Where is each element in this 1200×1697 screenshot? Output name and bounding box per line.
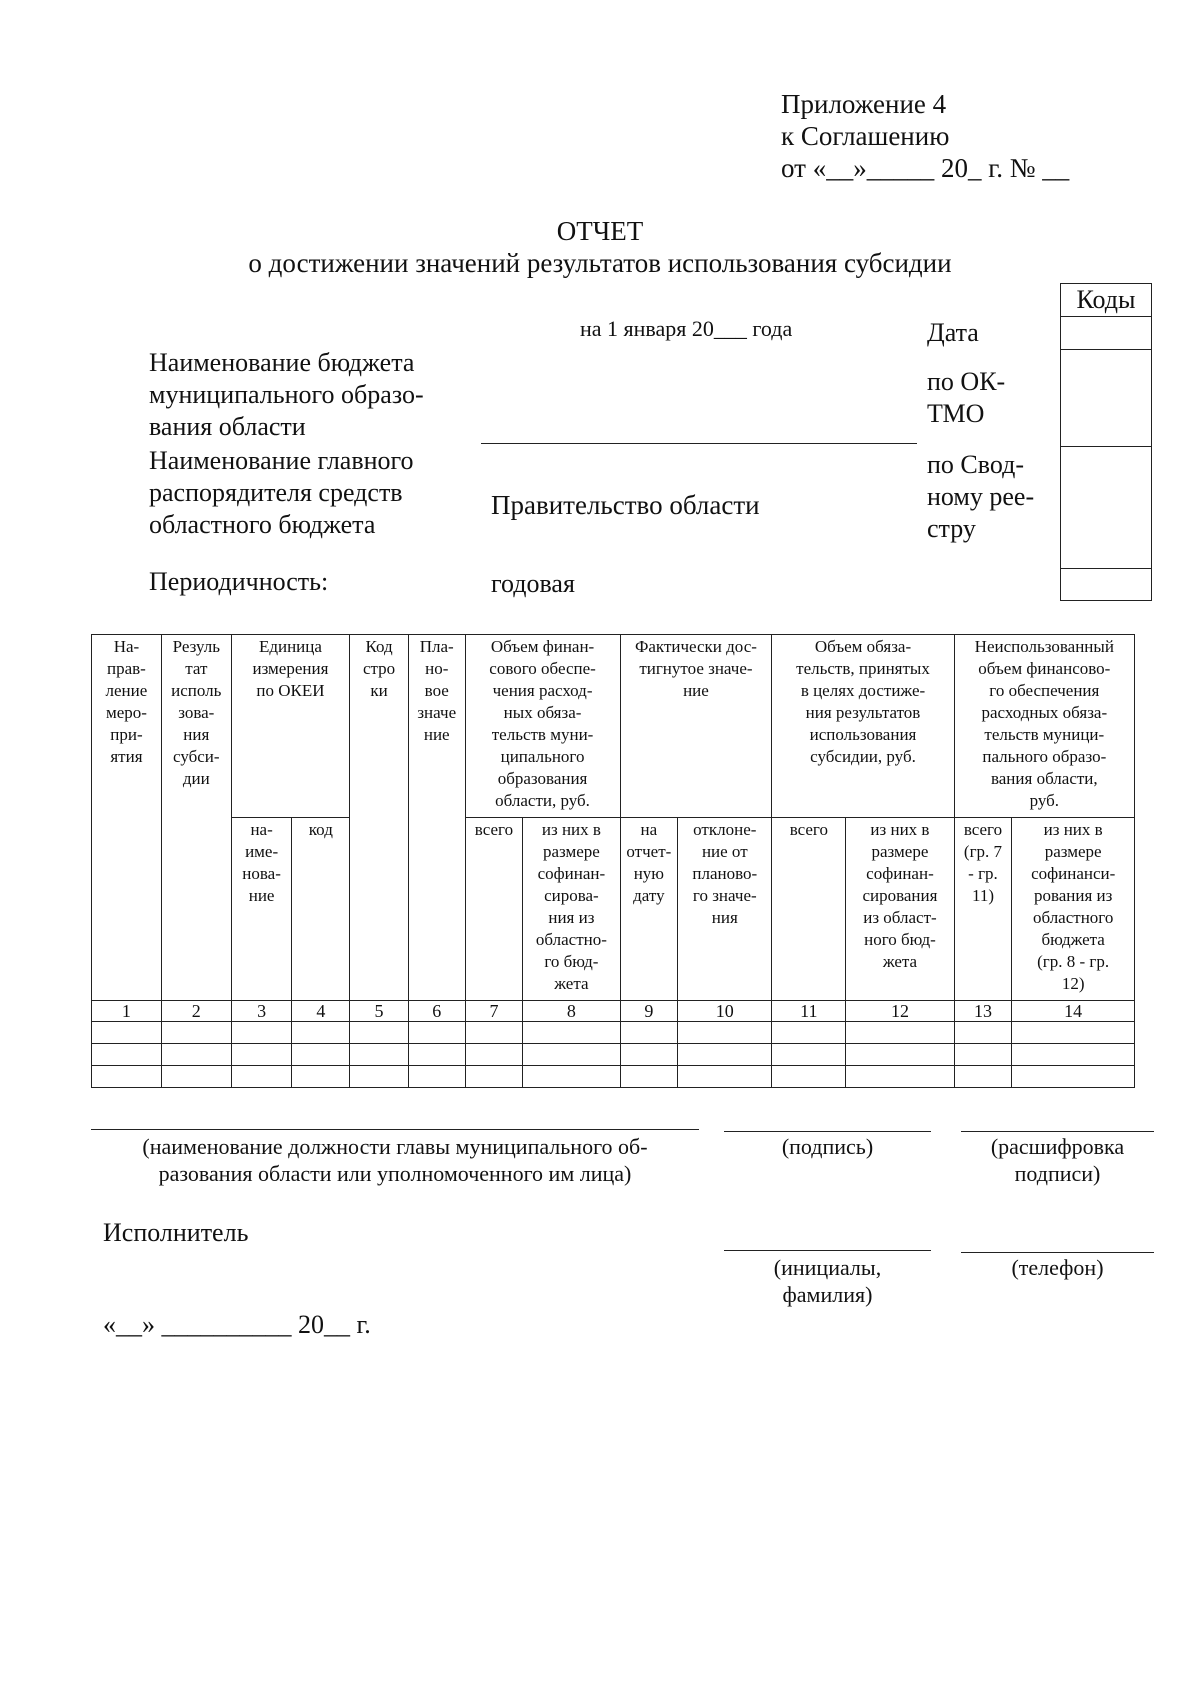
results-table [91,634,1135,1088]
annex-line: к Соглашению [781,121,950,151]
column-number: 14 [1012,1001,1135,1022]
column-number: 7 [465,1001,523,1022]
code-cell-date[interactable] [1061,317,1152,350]
column-number: 13 [954,1001,1012,1022]
code-label-oktmo: по ОК- ТМО [927,367,1006,428]
table-row[interactable] [92,1022,1135,1044]
header-actual-value: Фактически дос- тигнутое значе- ние [620,635,772,818]
position-caption: (наименование должности главы муниципального об- разования области или уполномоченного им лица) [142,1134,648,1186]
initials-line[interactable] [724,1250,931,1251]
annex-line: Приложение 4 [781,89,947,119]
executor-label: Исполнитель [103,1218,249,1247]
report-date-signature: «__» __________ 20__ г. [103,1310,371,1339]
subheader-unused-total: всего (гр. 7 - гр. 11) [954,818,1012,1001]
subheader-unused-cofinancing: из них в размере софинанси- рования из областного бюджета (гр. 8 - гр. 12) [1012,818,1135,1001]
budget-name-field[interactable] [481,443,917,444]
annex-line: от «__»_____ 20_ г. № __ [781,153,1070,183]
header-result: Резуль тат исполь зова- ния субси- дии [161,635,231,1001]
code-cell-registry[interactable] [1061,447,1152,569]
subheader-fin-total: всего [465,818,523,1001]
phone-caption: (телефон) [1011,1255,1104,1280]
header-obligations: Объем обяза- тельств, принятых в целях достиже- ния результатов использования субсидии, руб. [772,635,954,818]
subheader-obl-cofinancing: из них в размере софинан- сирования из област- ного бюд- жета [846,818,954,1001]
subheader-obl-total: всего [772,818,846,1001]
phone-line[interactable] [961,1252,1154,1253]
codes-header: Коды [1061,284,1152,317]
code-cell-oktmo[interactable] [1061,350,1152,447]
subheader-actual-deviation: отклоне- ние от планово- го значе- ния [678,818,772,1001]
column-number: 5 [350,1001,409,1022]
position-line[interactable] [91,1129,699,1130]
distributor-value: Правительство области [491,490,760,520]
column-number: 3 [231,1001,292,1022]
report-subtitle: о достижении значений результатов использования субсидии [248,248,952,278]
codes-box [1060,283,1152,601]
header-row-code: Код стро ки [350,635,409,1001]
table-row[interactable] [92,1044,1135,1066]
column-number: 1 [92,1001,162,1022]
column-number: 4 [292,1001,350,1022]
code-label-date: Дата [927,318,979,347]
periodicity-value: годовая [491,569,575,598]
column-number: 6 [408,1001,465,1022]
column-number: 8 [523,1001,620,1022]
column-number: 9 [620,1001,678,1022]
header-direction: На- прав- ление меро- при- ятия [92,635,162,1001]
distributor-label: Наименование главного распорядителя средств областного бюджета [149,446,414,539]
code-label-registry: по Свод- ному рее- стру [927,450,1035,543]
header-planned-value: Пла- но- вое значе ние [408,635,465,1001]
initials-caption: (инициалы, фамилия) [773,1255,882,1307]
table-subheader-row [92,818,1135,1001]
column-number: 2 [161,1001,231,1022]
header-unused-volume: Неиспользованный объем финансово- го обеспечения расходных обяза- тельств муници- пального образо- вания области, руб. [954,635,1134,818]
annex-block [781,88,1069,184]
report-title: ОТЧЕТ [556,216,644,246]
header-unit: Единица измерения по ОКЕИ [231,635,349,818]
subheader-unit-name: на- име- нова- ние [231,818,292,1001]
table-row[interactable] [92,1066,1135,1088]
subheader-unit-code: код [292,818,350,1001]
decoding-line[interactable] [961,1131,1154,1132]
code-cell-periodicity[interactable] [1061,569,1152,601]
signature-caption: (подпись) [781,1134,874,1159]
column-number: 11 [772,1001,846,1022]
budget-name-label: Наименование бюджета муниципального образо- вания области [149,348,424,441]
report-date-line: на 1 января 20___ года [580,316,793,341]
decoding-caption: (расшифровка подписи) [990,1134,1125,1186]
subheader-fin-cofinancing: из них в размере софинан- сирова- ния из областно- го бюд- жета [523,818,620,1001]
periodicity-label: Периодичность: [149,567,329,596]
subheader-actual-on-date: на отчет- ную дату [620,818,678,1001]
column-number: 12 [846,1001,954,1022]
header-financing-volume: Объем финан- сового обеспе- чения расход- ных обяза- тельств муни- ципального образования области, руб. [465,635,620,818]
column-number: 10 [678,1001,772,1022]
column-numbers-row [92,1001,1135,1022]
table-header-row [92,635,1135,818]
signature-line[interactable] [724,1131,931,1132]
